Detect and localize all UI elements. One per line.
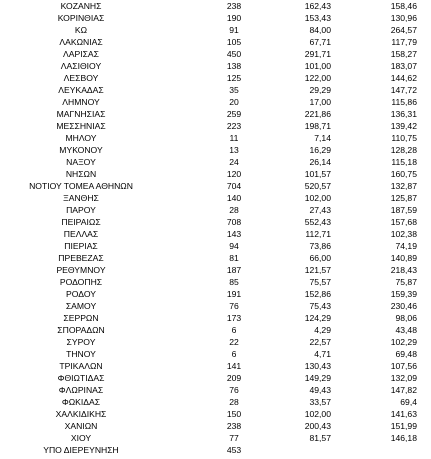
table-row <box>0 204 431 216</box>
value-1-cell: 101,57 <box>304 169 331 179</box>
region-name-cell: ΣΑΜΟΥ <box>65 301 97 311</box>
value-1-cell: 27,43 <box>309 205 331 215</box>
region-name-cell: ΚΟΖΑΝΗΣ <box>60 1 102 11</box>
value-2-cell: 69,48 <box>395 349 417 359</box>
value-1-cell: 221,86 <box>304 109 331 119</box>
region-name-cell: ΥΠΟ ΔΙΕΡΕΥΝΗΣΗ <box>43 445 119 455</box>
value-1-cell: 130,43 <box>304 361 331 371</box>
value-1-cell: 112,71 <box>305 229 331 239</box>
count-cell: 94 <box>229 241 239 251</box>
count-cell: 6 <box>231 325 237 335</box>
value-1-cell: 66,00 <box>309 253 331 263</box>
region-name-cell: ΞΑΝΘΗΣ <box>63 193 99 203</box>
value-2-cell: 117,79 <box>391 37 417 47</box>
region-name-cell: ΝΑΞΟΥ <box>66 157 96 167</box>
value-1-cell: 101,00 <box>304 61 331 71</box>
value-2-cell: 264,57 <box>390 25 417 35</box>
region-name-cell: ΜΗΛΟΥ <box>65 133 97 143</box>
region-name-cell: ΡΟΔΟΥ <box>66 289 96 299</box>
value-2-cell: 141,63 <box>390 409 417 419</box>
table-row <box>0 384 431 396</box>
value-1-cell: 4,29 <box>314 325 331 335</box>
value-2-cell: 230,46 <box>390 301 417 311</box>
table-row <box>0 408 431 420</box>
table-row <box>0 276 431 288</box>
value-1-cell <box>258 444 331 456</box>
region-name-cell: ΛΑΡΙΣΑΣ <box>63 49 99 59</box>
value-2-cell: 132,09 <box>390 373 417 383</box>
count-cell: 28 <box>229 205 239 215</box>
value-2-cell: 147,82 <box>390 385 417 395</box>
region-name-cell: ΛΑΚΩΝΙΑΣ <box>59 37 103 47</box>
table-row <box>0 180 431 192</box>
count-cell: 125 <box>226 73 242 83</box>
region-name-cell: ΣΥΡΟΥ <box>66 337 96 347</box>
count-cell: 704 <box>226 181 242 191</box>
table-row <box>0 12 431 24</box>
table-row <box>0 72 431 84</box>
value-1-cell: 33,57 <box>309 397 331 407</box>
table-row <box>0 300 431 312</box>
region-name-cell: ΦΛΩΡΙΝΑΣ <box>58 385 104 395</box>
count-cell: 24 <box>229 157 239 167</box>
value-1-cell: 22,57 <box>309 337 331 347</box>
count-cell: 238 <box>226 1 242 11</box>
value-2-cell: 160,75 <box>390 169 417 179</box>
count-cell: 77 <box>229 433 239 443</box>
value-2-cell: 107,56 <box>390 361 417 371</box>
value-2-cell: 69,4 <box>400 397 417 407</box>
region-name-cell: ΦΘΙΩΤΙΔΑΣ <box>57 373 105 383</box>
region-name-cell: ΜΥΚΟΝΟΥ <box>59 145 103 155</box>
value-2-cell: 146,18 <box>390 433 417 443</box>
region-name-cell: ΝΟΤΙΟΥ ΤΟΜΕΑ ΑΘΗΝΩΝ <box>29 181 133 191</box>
region-name-cell: ΜΕΣΣΗΝΙΑΣ <box>56 121 106 131</box>
table-row <box>0 252 431 264</box>
table-row <box>0 348 431 360</box>
count-cell: 708 <box>226 217 242 227</box>
region-name-cell: ΧΑΛΚΙΔΙΚΗΣ <box>55 409 107 419</box>
region-name-cell: ΤΡΙΚΑΛΩΝ <box>59 361 103 371</box>
count-cell: 105 <box>226 37 242 47</box>
value-1-cell: 152,86 <box>304 289 331 299</box>
value-2-cell <box>344 444 417 456</box>
region-name-cell: ΡΟΔΟΠΗΣ <box>59 277 103 287</box>
value-2-cell: 128,28 <box>390 145 417 155</box>
value-1-cell: 4,71 <box>314 349 331 359</box>
table-row <box>0 228 431 240</box>
value-1-cell: 16,29 <box>309 145 331 155</box>
count-cell: 150 <box>226 409 242 419</box>
value-1-cell: 198,71 <box>304 121 331 131</box>
value-2-cell: 140,89 <box>390 253 417 263</box>
value-2-cell: 187,59 <box>390 205 417 215</box>
table-row <box>0 288 431 300</box>
value-1-cell: 121,57 <box>304 265 331 275</box>
count-cell: 223 <box>226 121 242 131</box>
table-row <box>0 156 431 168</box>
value-2-cell: 157,68 <box>390 217 417 227</box>
value-1-cell: 49,43 <box>309 385 331 395</box>
value-2-cell: 147,72 <box>390 85 417 95</box>
count-cell: 120 <box>226 169 242 179</box>
table-row <box>0 444 431 456</box>
value-1-cell: 162,43 <box>304 1 331 11</box>
value-1-cell: 26,14 <box>309 157 331 167</box>
count-cell: 85 <box>229 277 239 287</box>
value-1-cell: 17,00 <box>309 97 331 107</box>
value-2-cell: 74,19 <box>395 241 417 251</box>
count-cell: 13 <box>229 145 239 155</box>
region-name-cell: ΣΠΟΡΑΔΩΝ <box>57 325 105 335</box>
region-name-cell: ΠΕΙΡΑΙΩΣ <box>61 217 101 227</box>
table-row <box>0 432 431 444</box>
table-row <box>0 36 431 48</box>
table-row <box>0 360 431 372</box>
value-1-cell: 520,57 <box>304 181 331 191</box>
value-2-cell: 102,29 <box>390 337 417 347</box>
count-cell: 238 <box>226 421 242 431</box>
table-row <box>0 60 431 72</box>
value-1-cell: 149,29 <box>304 373 331 383</box>
value-2-cell: 136,31 <box>390 109 417 119</box>
region-name-cell: ΧΙΟΥ <box>70 433 92 443</box>
region-name-cell: ΛΕΥΚΑΔΑΣ <box>58 85 104 95</box>
count-cell: 6 <box>231 349 237 359</box>
count-cell: 187 <box>226 265 242 275</box>
count-cell: 22 <box>229 337 239 347</box>
count-cell: 141 <box>226 361 242 371</box>
table-row <box>0 24 431 36</box>
value-2-cell: 43,48 <box>395 325 417 335</box>
table-row <box>0 96 431 108</box>
value-2-cell: 139,42 <box>390 121 417 131</box>
table-row <box>0 240 431 252</box>
region-name-cell: ΜΑΓΝΗΣΙΑΣ <box>56 109 106 119</box>
count-cell: 76 <box>229 301 239 311</box>
count-cell: 259 <box>226 109 242 119</box>
value-1-cell: 124,29 <box>304 313 331 323</box>
region-name-cell: ΠΙΕΡΙΑΣ <box>64 241 98 251</box>
region-name-cell: ΛΑΣΙΘΙΟΥ <box>60 61 102 71</box>
count-cell: 209 <box>226 373 242 383</box>
count-cell: 173 <box>226 313 242 323</box>
region-name-cell: ΛΕΣΒΟΥ <box>63 73 99 83</box>
region-name-cell: ΠΡΕΒΕΖΑΣ <box>58 253 104 263</box>
value-2-cell: 132,87 <box>390 181 417 191</box>
value-1-cell: 102,00 <box>304 409 331 419</box>
value-1-cell: 73,86 <box>309 241 331 251</box>
region-name-cell: ΝΗΣΩΝ <box>65 169 97 179</box>
table-row <box>0 144 431 156</box>
value-1-cell: 75,57 <box>309 277 331 287</box>
value-2-cell: 151,99 <box>390 421 417 431</box>
table-row <box>0 396 431 408</box>
count-cell: 11 <box>229 133 239 143</box>
value-1-cell: 200,43 <box>304 421 331 431</box>
region-name-cell: ΧΑΝΙΩΝ <box>64 421 98 431</box>
count-cell: 143 <box>226 229 242 239</box>
table-row <box>0 168 431 180</box>
table-row <box>0 108 431 120</box>
region-name-cell: ΚΟΡΙΝΘΙΑΣ <box>57 13 105 23</box>
value-2-cell: 158,46 <box>390 1 417 11</box>
table-row <box>0 132 431 144</box>
value-2-cell: 183,07 <box>390 61 417 71</box>
table-row <box>0 120 431 132</box>
value-1-cell: 81,57 <box>309 433 331 443</box>
value-2-cell: 98,06 <box>395 313 417 323</box>
region-name-cell: ΦΩΚΙΔΑΣ <box>61 397 101 407</box>
value-2-cell: 218,43 <box>390 265 417 275</box>
value-2-cell: 75,87 <box>395 277 417 287</box>
region-name-cell: ΚΩ <box>74 25 88 35</box>
value-2-cell: 110,75 <box>391 133 417 143</box>
table-row <box>0 336 431 348</box>
table-row <box>0 372 431 384</box>
value-1-cell: 67,71 <box>309 37 331 47</box>
value-2-cell: 130,96 <box>390 13 417 23</box>
value-1-cell: 84,00 <box>309 25 331 35</box>
value-1-cell: 75,43 <box>309 301 331 311</box>
count-cell: 20 <box>229 97 239 107</box>
value-2-cell: 102,38 <box>390 229 417 239</box>
table-row <box>0 84 431 96</box>
count-cell: 81 <box>229 253 239 263</box>
region-name-cell: ΤΗΝΟΥ <box>66 349 96 359</box>
count-cell: 191 <box>226 289 242 299</box>
value-1-cell: 102,00 <box>304 193 331 203</box>
count-cell: 140 <box>226 193 242 203</box>
value-1-cell: 122,00 <box>304 73 331 83</box>
value-2-cell: 158,27 <box>390 49 417 59</box>
table-row <box>0 48 431 60</box>
table-row <box>0 192 431 204</box>
count-cell: 76 <box>229 385 239 395</box>
table-row <box>0 216 431 228</box>
table-row <box>0 420 431 432</box>
region-name-cell: ΣΕΡΡΩΝ <box>63 313 99 323</box>
value-2-cell: 159,39 <box>390 289 417 299</box>
table-row <box>0 324 431 336</box>
value-2-cell: 125,87 <box>390 193 417 203</box>
count-cell: 453 <box>226 445 242 455</box>
table-row <box>0 0 431 12</box>
value-2-cell: 144,62 <box>390 73 417 83</box>
count-cell: 35 <box>229 85 239 95</box>
value-1-cell: 291,71 <box>304 49 331 59</box>
region-name-cell: ΠΑΡΟΥ <box>66 205 96 215</box>
count-cell: 91 <box>229 25 239 35</box>
value-2-cell: 115,86 <box>391 97 417 107</box>
value-1-cell: 153,43 <box>304 13 331 23</box>
region-name-cell: ΠΕΛΛΑΣ <box>63 229 99 239</box>
count-cell: 190 <box>226 13 242 23</box>
region-name-cell: ΡΕΘΥΜΝΟΥ <box>56 265 106 275</box>
count-cell: 450 <box>226 49 242 59</box>
count-cell: 28 <box>229 397 239 407</box>
count-cell: 138 <box>226 61 242 71</box>
table-row <box>0 312 431 324</box>
table-row <box>0 264 431 276</box>
value-1-cell: 29,29 <box>309 85 331 95</box>
value-1-cell: 7,14 <box>314 133 331 143</box>
value-1-cell: 552,43 <box>304 217 331 227</box>
region-name-cell: ΛΗΜΝΟΥ <box>62 97 100 107</box>
value-2-cell: 115,18 <box>391 157 417 167</box>
